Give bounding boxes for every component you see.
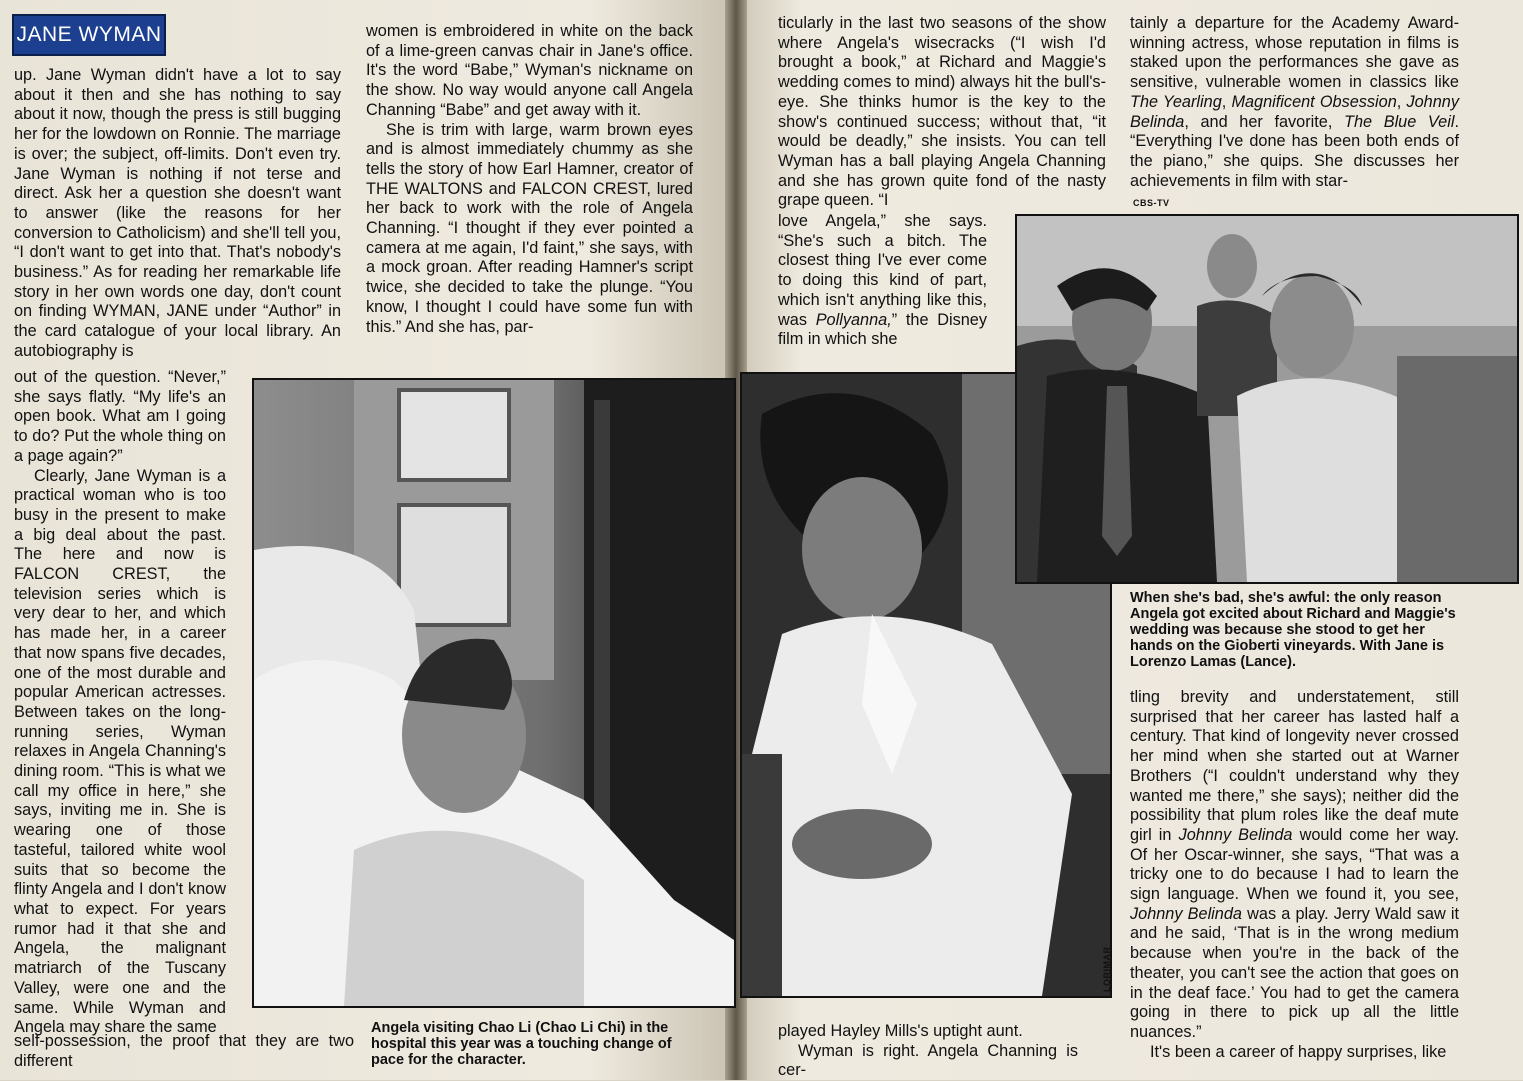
col3-paragraph-1: ticularly in the last two seasons of the show where Angela's wisecracks (“I wish I'd brought a book,” at Richard and Maggie's wedding comes to mind) always hit the bull's-eye. She thinks humor is the key to the show's continued success; without that, “it would be deadly,” she insists. You can tell Wyman has a ball playing Angela Channing and she has grown quite fond of the nasty grape queen. “I: [778, 14, 1106, 210]
col4-text-2c: was a play. Jerry Wald saw it and he said, ‘That is in the wrong medium because when you're in the back of the theater, you can't see the action that goes on in the deaf face.’ You had to get the camera going in there to pick up all the little nuances.”: [1130, 904, 1459, 1041]
cbs-credit: CBS-TV: [1133, 198, 1170, 208]
film-title-the-yearling: The Yearling: [1130, 92, 1222, 111]
col2-paragraph-1: women is embroidered in white on the back of a lime-green canvas chair in Jane's office. It's the word “Babe,” Wyman's nickname on the show. No way would anyone call Angela Channing “Babe” and get away with it.: [366, 22, 693, 119]
wedding-scene-photo: [1015, 214, 1519, 584]
col4-text-1a: tainly a departure for the Academy Award-winning actress, whose reputation in films is staked upon the performances she gave as sensitive, vulnerable women in classics like: [1130, 14, 1459, 92]
column-4-bottom: [1130, 688, 1459, 1062]
column-2: [366, 22, 693, 337]
col3-paragraph-2: Wyman is right. Angela Channing is cer-: [778, 1041, 1078, 1080]
column-1-bottom: [14, 1032, 354, 1071]
hospital-scene-photo: [252, 378, 736, 1008]
col3-paragraph-1c: played Hayley Mills's uptight aunt.: [778, 1022, 1023, 1040]
col3-title-pollyanna: Pollyanna,: [815, 310, 892, 329]
film-title-johnny-belinda-2: Johnny Belinda: [1178, 825, 1293, 844]
col4-text-1c: ,: [1396, 92, 1402, 111]
col1-paragraph-2b: self-possession, the proof that they are two different: [14, 1032, 354, 1070]
lorimar-credit: LORIMAR: [1102, 946, 1112, 992]
col4-paragraph-2: [1130, 688, 1459, 1043]
col4-text-1b: ,: [1221, 92, 1227, 111]
column-3-narrow: [778, 212, 987, 350]
col4-text-1d: , and her favorite,: [1184, 112, 1333, 131]
col3-text-a: love Angela,” she says. “She's such a bitch. The closest thing I've ever come to doing this kind of part, which isn't anything like this, was: [778, 212, 987, 329]
wedding-scene-image: [1017, 216, 1517, 582]
column-4-top: [1130, 14, 1459, 191]
col3-text-b: ” the Disney film in which she: [778, 310, 987, 349]
column-1-top: [14, 66, 341, 362]
wedding-photo-caption: When she's bad, she's awful: the only reason Angela got excited about Richard and Maggie's wedding was because she stood to get her hands on the Gioberti vineyards. With Jane is Lorenzo Lamas (Lance).: [1130, 590, 1456, 670]
film-title-magnificent-obsession: Magnificent Obsession: [1231, 92, 1397, 111]
col3-paragraph-1b: [778, 212, 987, 350]
hospital-scene-image: [254, 380, 734, 1006]
column-3-top: [778, 14, 1106, 211]
col1-paragraph-1b: out of the question. “Never,” she says flatly. “My life's an open book. What am I going to do? Put the whole thing on a page again?”: [14, 368, 226, 465]
col4-text-1e: . “Everything I've done has been both ends of the piano,” she quips. She discusses her achievements in film with star-: [1130, 112, 1459, 190]
column-3-bottom: [778, 1022, 1078, 1081]
col4-paragraph-1: [1130, 14, 1459, 191]
col4-paragraph-3: It's been a career of happy surprises, like: [1150, 1042, 1447, 1061]
col4-text-2a: tling brevity and understatement, still surprised that her career has lasted half a century. That kind of longevity never crossed her mind when she started out at Warner Brothers (“I couldn't understand why they wanted me there,” she says); neither did the possibility that plum roles like the deaf mute girl in: [1130, 688, 1459, 844]
col4-text-2b: would come her way. Of her Oscar-winner, she says, “That was a tricky one to do because I had to learn the sign language. When we found it, you see,: [1130, 825, 1459, 904]
col2-paragraph-2: She is trim with large, warm brown eyes and is almost immediately chummy as she tells the story of how Earl Hamner, creator of THE WALTONS and FALCON CREST, lured her back to work with the role of Angela Channing. “I thought if they ever pointed a camera at me again, I'd faint,” she says, with a mock groan. After reading Hamner's script twice, she decided to take the plunge. “You know, I thought I could have some fun with this.” And she has, par-: [366, 120, 693, 336]
film-title-johnny-belinda: Johnny Belinda: [1130, 92, 1459, 131]
column-1-narrow: [14, 368, 226, 1038]
col1-paragraph-1: up. Jane Wyman didn't have a lot to say about it then and she has nothing to say about it now, though the press is still bugging her for the lowdown on Ronnie. The marriage is over; the subject, off-limits. Don't even try. Jane Wyman is nothing if not terse and direct. Ask her a question she doesn't want to answer (like the reasons for her conversion to Catholicism) and she'll tell you, “I don't want to get into that. That's nobody's business.” As for reading her remarkable life story in her own words one day, don't count on finding WYMAN, JANE under “Author” in the card catalogue of your local library. An autobiography is: [14, 66, 341, 360]
hospital-photo-caption: Angela visiting Chao Li (Chao Li Chi) in the hospital this year was a touching change of pace for the character.: [371, 1020, 672, 1068]
col1-paragraph-2: Clearly, Jane Wyman is a practical woman who is too busy in the present to make a big deal about the past. The here and now is FALCON CREST, the television series which is very dear to her, and which has made her, in a career that now spans five decades, one of the most durable and popular American actresses. Between takes on the long-running series, Wyman relaxes in Angela Channing's dining room. “This is what we call my office in here,” she says, inviting me in. She is wearing one of those tasteful, tailored white wool suits that so become the flinty Angela and I don't know what to expect. For years rumor had it that she and Angela, the malignant matriarch of the Tuscany Valley, were one and the same. While Wyman and Angela may share the same: [14, 466, 226, 1037]
section-tag: JANE WYMAN: [12, 14, 166, 56]
film-title-johnny-belinda-3: Johnny Belinda: [1130, 904, 1242, 923]
film-title-the-blue-veil: The Blue Veil: [1344, 112, 1455, 131]
